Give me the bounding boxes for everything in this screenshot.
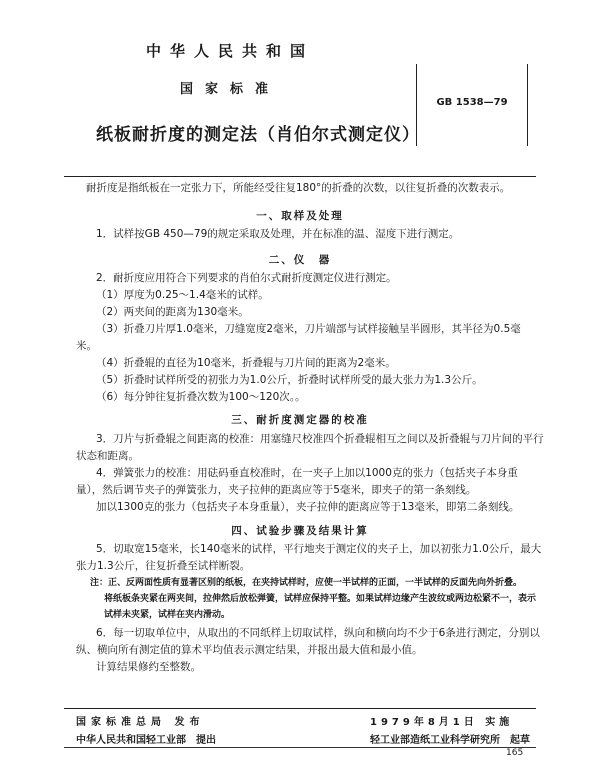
item-3-cont: 米。	[76, 340, 97, 352]
footer-divider	[64, 708, 536, 709]
standard-code: GB 1538—79	[436, 97, 508, 108]
issuer: 国家标准总局 发布	[76, 717, 205, 728]
effective-date: 1979年8月1日 实施	[370, 717, 514, 728]
clause-4-cont: 量），然后调节夹子的弹簧张力，夹子拉伸的距离应等于5毫米，即夹子的第一条刻线。	[76, 484, 477, 496]
country-name: 中华人民共和国	[145, 42, 314, 60]
item-1: （1）厚度为0.25～1.4毫米的试样。	[96, 289, 269, 301]
clause-1: 1．试样按GB 450—79的规定采取及处理，并在标准的温、湿度下进行测定。	[96, 228, 460, 240]
section-4-title: 四、试验步骤及结果计算	[231, 525, 369, 537]
intro-text: 耐折度是指纸板在一定张力下，所能经受往复180°的折叠的次数，以往复折叠的次数表示。	[86, 182, 511, 194]
clause-5-cont: 张力1.3公斤，往复折叠至试样断裂。	[76, 560, 251, 572]
header-divider	[64, 176, 536, 177]
clause-2: 2．耐折度应用符合下列要求的肖伯尔式耐折度测定仪进行测定。	[96, 272, 397, 284]
section-2-title: 二、仪 器	[268, 254, 332, 266]
item-3: （3）折叠刀片厚1.0毫米，刀缝宽度2毫米，刀片端部与试样接触呈半圆形，其半径为0.5毫	[96, 323, 521, 335]
item-2: （2）两夹间的距离为130毫米。	[96, 306, 249, 318]
page-number: 165	[506, 748, 524, 758]
clause-3: 3．刀片与折叠辊之间距离的校准：用塞缝尺校准四个折叠辊相互之间以及折叠辊与刀片间的平行	[96, 433, 544, 445]
clause-3-cont: 状态和距离。	[76, 450, 139, 462]
clause-4: 4．弹簧张力的校准：用砝码垂直校准时，在一夹子上加以1000克的张力（包括夹子本身重	[96, 467, 518, 479]
section-3-title: 三、耐折度测定器的校准	[231, 414, 369, 426]
clause-5: 5．切取宽15毫米，长140毫米的试样，平行地夹于测定仪的夹子上，加以初张力1.0公斤，最大	[96, 543, 542, 555]
standard-type: 国家标准	[179, 82, 280, 97]
clause-6-cont2: 计算结果修约至整数。	[96, 661, 201, 673]
clause-4-cont2: 加以1300克的张力（包括夹子本身重量），夹子拉伸的距离应等于13毫米，即第二条刻线。	[96, 501, 520, 513]
item-6: （6）每分钟往复折叠次数为100～120次。。	[96, 391, 306, 403]
standard-code-box	[416, 64, 528, 146]
item-5: （5）折叠时试样所受的初张力为1.0公斤，折叠时试样所受的最大张力为1.3公斤。	[96, 374, 483, 386]
note-2-cont: 试样未夹紧，试样在夹内滑动。	[104, 610, 231, 620]
note-2: 将纸板条夹紧在两夹间，拉伸然后放松弹簧，试样应保持平整。如果试样边缘产生波纹或两边松紧不一，表示	[104, 594, 537, 604]
clause-6-cont: 纵、横向所有测定值的算术平均值表示测定结果，并报出最大值和最小值。	[76, 644, 423, 656]
drafter: 轻工业部造纸工业科学研究所 起草	[370, 735, 530, 746]
document-title: 纸板耐折度的测定法（肖伯尔式测定仪）	[96, 125, 420, 145]
proposer: 中华人民共和国轻工业部 提出	[76, 735, 216, 746]
section-1-title: 一、取样及处理	[256, 210, 344, 222]
footer-bottom-rule	[64, 747, 536, 748]
clause-6: 6．每一切取单位中，从取出的不同纸样上切取试样，纵向和横向均不少于6条进行测定，分别以	[96, 627, 540, 639]
item-4: （4）折叠辊的直径为10毫米，折叠辊与刀片间的距离为2毫米。	[96, 357, 396, 369]
note-1: 注：正、反两面性质有显著区别的纸板，在夹持试样时，应使一半试样的正面，一半试样的反面先向外折叠。	[90, 578, 523, 588]
